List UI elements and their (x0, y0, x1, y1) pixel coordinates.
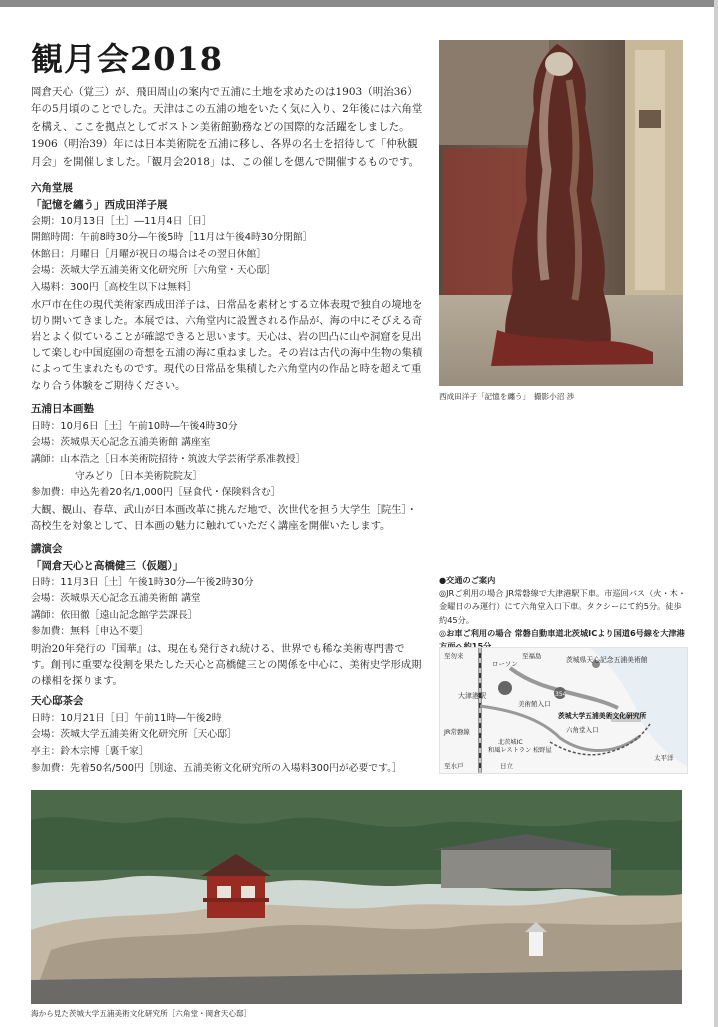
info-line: 亭主：鈴木宗博［裏千家］ (31, 745, 149, 757)
info-line: 参加費：無料［申込不要］ (31, 626, 149, 638)
access-info (439, 574, 687, 653)
section-heading: 講演会 (31, 543, 63, 555)
map-label-fukushima: 至福島 (522, 652, 542, 660)
info-line: 会場：茨城県天心記念五浦美術館 講座室 (31, 437, 211, 449)
access-line: ◎JRご利用の場合 JR常磐線で大津港駅下車。市巡回バス（火・木・金曜日のみ運行）にて六角堂入口下車。タクシーにて約5分。徒歩約45分。 (439, 588, 687, 625)
info-line: 参加費：申込先着20名/1,000円［昼食代・保険料含む］ (31, 487, 281, 499)
map-label-restaurant: 和風レストラン 松野屋 (488, 747, 552, 754)
map-label-univ: 茨城大学五浦美術文化研究所 (558, 712, 647, 720)
section-body: 水戸市在住の現代美術家西成田洋子は、日常品を素材とする立体表現で独自の境地を切り開いてきました。本展では、六角堂内に設置される作品が、海の中にそびえる奇岩とよく似ていることが確認できると思います。天心は、岩の凹凸に山や洞窟を見出して楽しむ中国庭園の奇想を五浦の海に重ねました。その岩は古代の海中生物の集積によって生まれたものです。現代の日常品を集積した六角堂内の作品と時を超えて重なり合う体験をご期待ください。 (31, 298, 423, 392)
section-subtitle: 「記憶を纏う」西成田洋子展 (31, 198, 168, 211)
map-label-kita: 北茨城IC (498, 739, 523, 746)
info-line: 会場：茨城大学五浦美術文化研究所［天心邸］ (31, 729, 237, 741)
map-label-museum-entrance: 美術館入口 (518, 700, 551, 708)
info-line: 講師：山本浩之［日本美術院招待・筑波大学芸術学系准教授］ (31, 453, 306, 465)
info-line: 日時：11月3日［土］午後1時30分―午後2時30分 (31, 576, 254, 588)
map-label-hitachi: 日立 (500, 762, 513, 770)
top-border (0, 0, 718, 7)
section-body: 明治20年発行の『国華』は、現在も発行され続ける、世界でも稀な美術専門書です。創刊に重要な役割を果たした天心と高橋健三との関係を中心に、美術史学形成期の様相を探ります。 (31, 642, 422, 688)
info-line: 会場：茨城県天心記念五浦美術館 講堂 (31, 593, 201, 605)
info-line: 参加費：先着50名/500円［別途、五浦美術文化研究所の入場料300円が必要です。］ (31, 762, 402, 774)
map-label-joban: JR常磐線 (444, 728, 470, 736)
map-label-pacific: 太平洋 (654, 754, 674, 762)
right-border (714, 0, 718, 1027)
map-label-otsu: 大津港駅 (458, 692, 486, 700)
info-line: 守みどり［日本美術院院友］ (75, 470, 203, 482)
access-line: ◎お車ご利用の場合 常磐自動車道北茨城ICより国道6号線を大津港 (439, 627, 685, 638)
landscape-illustration (31, 790, 682, 1004)
section-tea (31, 694, 423, 777)
page-title: 観月会2018 (31, 40, 224, 78)
artwork-illustration (439, 40, 683, 386)
info-line: 休館日：月曜日［月曜が祝日の場合はその翌日休館］ (31, 248, 267, 260)
section-heading: 五浦日本画塾 (31, 403, 94, 415)
info-line: 日時：10月6日［土］午前10時―午後4時30分 (31, 420, 238, 432)
landscape-photo (31, 790, 682, 1004)
map-label-rokkaku-entrance: 六角堂入口 (566, 726, 599, 734)
section-body: 大観、観山、春草、武山が日本画改革に挑んだ地で、次世代を担う大学生［院生］・高校生を対象として、日本画の魅力に触れていただく講座を開催いたします。 (31, 503, 417, 532)
info-line: 会期：10月13日［土］―11月4日［日］ (31, 215, 212, 227)
map-label-lawson: ローソン (492, 660, 518, 668)
section-rokkakudo (31, 181, 423, 394)
section-lecture (31, 542, 423, 690)
info-line: 講師：依田徹［遠山記念館学芸課長］ (31, 609, 198, 621)
info-line: 日時：10月21日［日］午前11時―午後2時 (31, 712, 222, 724)
section-heading: 天心邸茶会 (31, 695, 84, 707)
map-label-gofu: 至勿来 (444, 652, 464, 660)
section-heading: 六角堂展 (31, 182, 73, 194)
section-subtitle: 「岡倉天心と高橋健三（仮題）」 (31, 559, 184, 572)
map-graphic (440, 648, 687, 773)
intro-paragraph: 岡倉天心（覚三）が、飛田周山の案内で五浦に土地を求めたのは1903（明治36）年の5月頃のことでした。天津はこの五浦の地をいたく気に入り、2年後には六角堂を構え、ここを拠点としてボストン美術館勤務などの国際的な活躍をしました。1906（明治39）年には日本美術院を五浦に移し、各界の名士を招待して「仲秋観月会」を開催しました。「観月会2018」は、この催しを偲んで開催するものです。 (31, 86, 423, 168)
landscape-caption: 海から見た茨城大学五浦美術文化研究所［六角堂・岡倉天心邸］ (31, 1009, 252, 1018)
artwork-caption: 西成田洋子「記憶を纏う」 撮影小沼 渉 (439, 392, 575, 401)
map-label-shinyaku: 至水戸 (444, 762, 464, 770)
map-label-route: 354 (555, 691, 567, 698)
info-line: 開館時間：午前8時30分―午後5時［11月は午後4時30分閉館］ (31, 232, 313, 244)
access-map (439, 647, 688, 774)
artwork-photo (439, 40, 683, 386)
section-nihonga (31, 402, 423, 534)
access-heading: ●交通のご案内 (439, 575, 496, 585)
info-line: 会場：茨城大学五浦美術文化研究所［六角堂・天心邸］ (31, 265, 276, 277)
info-line: 入場料：300円［高校生以下は無料］ (31, 281, 197, 293)
map-label-tenshin-museum: 茨城県天心記念五浦美術館 (566, 656, 648, 664)
